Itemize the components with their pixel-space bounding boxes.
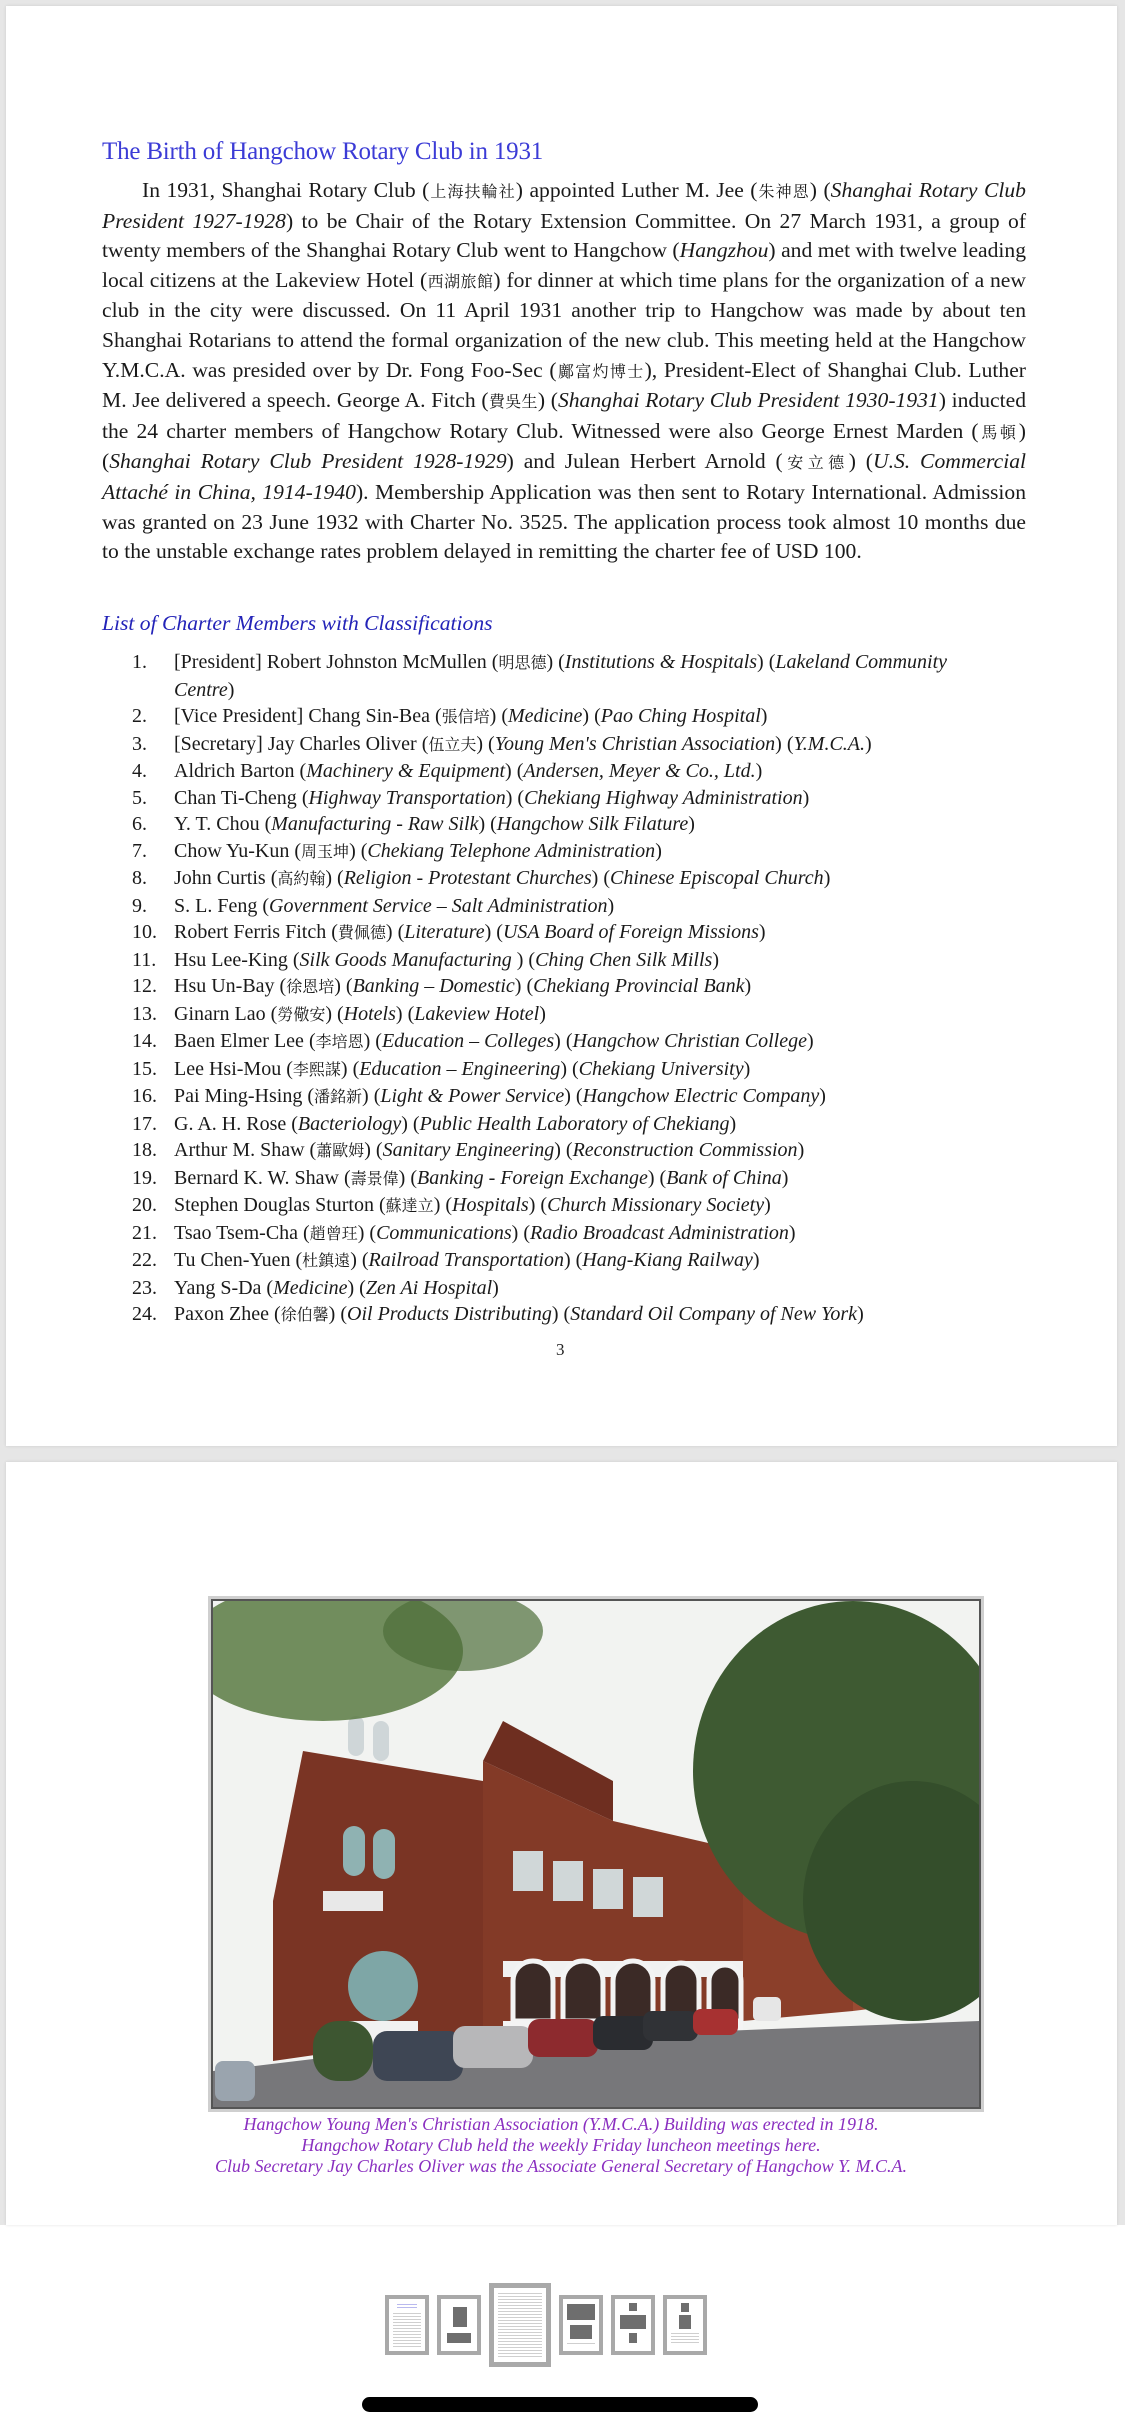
list-heading: List of Charter Members with Classifications — [102, 611, 493, 635]
thumb-line — [498, 2353, 542, 2354]
thumb-line — [393, 2316, 421, 2317]
member-name: John Curtis — [174, 867, 266, 889]
thumb-line — [393, 2319, 421, 2320]
thumb-line — [498, 2326, 542, 2327]
home-indicator[interactable] — [362, 2397, 758, 2412]
member-number: 1. — [132, 651, 147, 673]
member-chinese-name: 李熙謀 — [292, 1059, 341, 1079]
member-number: 5. — [132, 786, 147, 809]
member-classification: Sanitary Engineering — [382, 1139, 555, 1161]
member-name: Chow Yu-Kun — [174, 839, 290, 862]
text-run: ) to be Chair of the Rotary Extension Committee. On 27 March 1931, a group of twenty members of the Shanghai Rotary Club went to Hangchow ( — [102, 208, 1027, 263]
member-organization: Chekiang Telephone Administration — [367, 839, 656, 862]
thumb-image — [570, 2325, 592, 2339]
page-thumbnail-strip — [385, 2285, 707, 2365]
chinese-name: 上海扶輪社 — [429, 182, 516, 201]
member-number: 22. — [132, 1249, 157, 1271]
section-title: The Birth of Hangchow Rotary Club in 1931 — [102, 138, 544, 165]
italic-text: Shanghai Rotary Club President 1928-1929 — [109, 449, 507, 474]
thumb-line — [393, 2337, 421, 2338]
member-classification: Education – Colleges — [381, 1030, 555, 1052]
text-run: ), President-Elect of Shanghai Club. Luther M. Jee delivered a speech. George A. Fitch ( — [102, 357, 1026, 413]
page-thumbnail-4[interactable] — [559, 2295, 603, 2355]
member-name: Bernard K. W. Shaw — [174, 1166, 339, 1189]
member-name: Lee Hsi-Mou — [174, 1057, 282, 1080]
member-number: 19. — [132, 1166, 157, 1189]
member-number: 16. — [132, 1085, 157, 1107]
member-organization: Reconstruction Commission — [572, 1139, 798, 1161]
thumb-line — [671, 2342, 699, 2343]
italic-text: U.S. Commercial Attaché in China, 1914-1940 — [102, 449, 1026, 504]
member-number: 18. — [132, 1139, 157, 1161]
chinese-name: 西湖旅館 — [427, 271, 494, 291]
member-classification: Banking - Foreign Exchange — [417, 1166, 648, 1189]
member-role: [Secretary] — [174, 732, 263, 755]
member-organization: Hangchow Christian College — [572, 1030, 807, 1052]
thumb-line — [498, 2311, 542, 2312]
member-organization: Bank of China — [666, 1166, 782, 1189]
member-name: Hsu Lee-King — [174, 948, 288, 971]
chinese-name: 馬頓 — [978, 422, 1019, 442]
page-thumbnail-6[interactable] — [663, 2295, 707, 2355]
thumb-line — [393, 2331, 421, 2332]
thumb-image — [629, 2303, 637, 2311]
text-run: ) ( — [809, 178, 831, 202]
member-organization: Ching Chen Silk Mills — [535, 948, 713, 971]
thumb-line — [498, 2302, 542, 2303]
member-classification: Medicine — [508, 705, 583, 727]
member-organization: Hangchow Electric Company — [582, 1085, 820, 1107]
text-run: ) appointed Luther M. Jee ( — [515, 178, 758, 202]
page-3 — [6, 6, 1117, 1446]
thumb-line — [397, 2304, 417, 2305]
intro-paragraph — [102, 176, 1026, 567]
thumb-line — [671, 2339, 699, 2340]
thumb-line — [498, 2350, 542, 2351]
text-run: ) and met with twelve leading local citizens at the Lakeview Hotel ( — [102, 238, 1027, 292]
member-item: 9. S. L. Feng (Government Service – Salt Administration) — [132, 893, 992, 920]
member-classification: Medicine — [273, 1276, 348, 1299]
thumb-line — [498, 2332, 542, 2333]
thumb-line — [393, 2340, 421, 2341]
member-item: 22. Tu Chen-Yuen (杜鎮遠) (Railroad Transportation) (Hang-Kiang Railway) — [132, 1247, 992, 1275]
photo-caption — [126, 2114, 996, 2177]
photo-illustration — [213, 1601, 979, 2107]
member-role: [Vice President] — [174, 705, 304, 727]
member-organization: Y.M.C.A. — [793, 732, 866, 755]
caption-line: Hangchow Young Men's Christian Association (Y.M.C.A.) Building was erected in 1918. — [243, 2114, 879, 2134]
thumb-line — [498, 2320, 542, 2321]
thumb-line — [498, 2347, 542, 2348]
member-classification: Manufacturing - Raw Silk — [271, 813, 479, 835]
member-chinese-name: 明思德 — [498, 653, 547, 672]
member-number: 6. — [132, 813, 147, 835]
member-classification: Communications — [376, 1221, 512, 1244]
italic-text: Shanghai Rotary Club President 1930-1931 — [557, 388, 939, 413]
page-thumbnail-5[interactable] — [611, 2295, 655, 2355]
thumb-line — [498, 2341, 542, 2342]
member-name: Jay Charles Oliver — [267, 732, 417, 755]
thumb-line — [393, 2334, 421, 2335]
member-item: 12. Hsu Un-Bay (徐恩培) (Banking – Domestic) (Chekiang Provincial Bank) — [132, 973, 992, 1001]
charter-members-list — [132, 649, 992, 1329]
member-organization: Chekiang University — [578, 1057, 744, 1080]
member-classification: Railroad Transportation — [368, 1249, 564, 1271]
member-number: 11. — [132, 948, 157, 971]
thumb-line — [498, 2293, 542, 2294]
member-organization: Standard Oil Company of New York — [570, 1303, 858, 1325]
thumb-image — [567, 2304, 595, 2320]
member-organization: Lakeland Community Centre — [174, 651, 948, 701]
thumb-line — [671, 2333, 699, 2334]
member-chinese-name: 蘇達立 — [385, 1196, 434, 1215]
member-organization: Hang-Kiang Railway — [582, 1249, 753, 1271]
member-name: Robert Ferris Fitch — [174, 921, 327, 943]
text-run: In 1931, Shanghai Rotary Club ( — [142, 178, 430, 202]
member-chinese-name: 周玉坤 — [301, 841, 350, 861]
thumb-line — [498, 2296, 542, 2297]
member-classification: Institutions & Hospitals — [564, 651, 758, 673]
page-thumbnail-1[interactable] — [385, 2295, 429, 2355]
member-name: Y. T. Chou — [174, 813, 260, 835]
member-classification: Machinery & Equipment — [306, 760, 506, 782]
member-organization: Chinese Episcopal Church — [610, 867, 824, 889]
member-number: 13. — [132, 1002, 157, 1025]
thumb-line — [498, 2305, 542, 2306]
member-classification: Hotels — [343, 1002, 396, 1025]
member-name: Pai Ming-Hsing — [174, 1085, 303, 1107]
member-number: 23. — [132, 1276, 157, 1299]
member-name: Ginarn Lao — [174, 1002, 266, 1025]
member-item: 17. G. A. H. Rose (Bacteriology) (Public Health Laboratory of Chekiang) — [132, 1111, 992, 1138]
member-number: 14. — [132, 1030, 157, 1052]
member-number: 15. — [132, 1057, 157, 1080]
thumb-line — [498, 2338, 542, 2339]
member-item: 20. Stephen Douglas Sturton (蘇達立) (Hospitals) (Church Missionary Society) — [132, 1192, 992, 1220]
member-classification: Religion - Protestant Churches — [343, 867, 592, 889]
member-item: 16. Pai Ming-Hsing (潘銘新) (Light & Power Service) (Hangchow Electric Company) — [132, 1083, 992, 1111]
member-item: 8. John Curtis (高約翰) (Religion - Protestant Churches) (Chinese Episcopal Church) — [132, 865, 992, 893]
member-organization: Radio Broadcast Administration — [529, 1221, 789, 1244]
page-thumbnail-2[interactable] — [437, 2295, 481, 2355]
member-chinese-name: 李培恩 — [315, 1032, 364, 1051]
chinese-name: 費吳生 — [488, 392, 538, 412]
thumb-line — [498, 2299, 542, 2300]
text-run: ) and Julean Herbert Arnold ( — [506, 449, 783, 474]
italic-text: Shanghai Rotary Club President 1927-1928 — [102, 178, 1026, 233]
member-name: Robert Johnston McMullen — [266, 651, 487, 673]
member-number: 4. — [132, 760, 147, 782]
member-chinese-name: 潘銘新 — [314, 1087, 363, 1106]
member-item: 21. Tsao Tsem-Cha (趙曾玨) (Communications) (Radio Broadcast Administration) — [132, 1220, 992, 1248]
member-number: 2. — [132, 705, 147, 727]
member-name: G. A. H. Rose — [174, 1112, 287, 1135]
member-organization: Public Health Laboratory of Chekiang — [419, 1112, 730, 1135]
thumb-line — [397, 2307, 417, 2308]
member-name: Chang Sin-Bea — [308, 705, 430, 727]
chinese-name: 安立德 — [782, 453, 849, 473]
thumb-line — [393, 2313, 421, 2314]
thumb-line — [393, 2328, 421, 2329]
member-role: [President] — [174, 651, 262, 673]
caption-line: Club Secretary Jay Charles Oliver was the Associate General Secretary of Hangchow Y. M.C.A. — [214, 2156, 908, 2176]
member-item: 10. Robert Ferris Fitch (費佩德) (Literature) (USA Board of Foreign Missions) — [132, 919, 992, 947]
member-number: 9. — [132, 894, 147, 917]
thumb-line — [393, 2346, 421, 2347]
member-item: 7. Chow Yu-Kun (周玉坤) (Chekiang Telephone Administration) — [132, 838, 992, 866]
member-item: 3. [Secretary] Jay Charles Oliver (伍立夫) (Young Men's Christian Association) (Y.M.C.A.) — [132, 731, 992, 759]
member-organization: Chekiang Highway Administration — [524, 786, 803, 809]
member-chinese-name: 徐恩培 — [286, 977, 335, 996]
member-item: 18. Arthur M. Shaw (蕭歐姆) (Sanitary Engineering) (Reconstruction Commission) — [132, 1137, 992, 1165]
chinese-name: 朱神恩 — [757, 182, 810, 201]
member-chinese-name: 張信培 — [441, 707, 490, 726]
member-name: Baen Elmer Lee — [174, 1030, 304, 1052]
member-item: 6. Y. T. Chou (Manufacturing - Raw Silk) (Hangchow Silk Filature) — [132, 811, 992, 838]
member-classification: Bacteriology — [297, 1112, 402, 1135]
member-number: 21. — [132, 1221, 157, 1244]
thumb-line — [498, 2314, 542, 2315]
thumb-line — [498, 2329, 542, 2330]
member-organization: Zen Ai Hospital — [365, 1276, 493, 1299]
member-chinese-name: 杜鎮遠 — [302, 1251, 351, 1270]
member-item: 11. Hsu Lee-King (Silk Goods Manufacturing ) (Ching Chen Silk Mills) — [132, 947, 992, 974]
member-item: 14. Baen Elmer Lee (李培恩) (Education – Colleges) (Hangchow Christian College) — [132, 1028, 992, 1056]
thumb-line — [393, 2322, 421, 2323]
member-number: 12. — [132, 975, 157, 997]
member-classification: Young Men's Christian Association — [494, 732, 776, 755]
member-name: Hsu Un-Bay — [174, 975, 275, 997]
thumb-image — [453, 2307, 467, 2327]
text-run: ) ( — [102, 418, 1026, 474]
member-chinese-name: 趙曾玨 — [309, 1223, 358, 1243]
page-4 — [6, 1462, 1117, 2225]
member-number: 8. — [132, 867, 147, 889]
thumb-line — [567, 2343, 595, 2344]
text-run: ) ( — [848, 449, 873, 474]
member-item: 1. [President] Robert Johnston McMullen (明思德) (Institutions & Hospitals) (Lakeland Community Centre) — [132, 651, 948, 701]
member-classification: Light & Power Service — [380, 1085, 565, 1107]
member-organization: Government Service – Salt Administration — [269, 894, 608, 917]
member-name: Tu Chen-Yuen — [174, 1249, 291, 1271]
thumb-line — [498, 2335, 542, 2336]
thumb-line — [498, 2356, 542, 2357]
member-name: Arthur M. Shaw — [174, 1139, 305, 1161]
text-run: ). Membership Application was then sent to Rotary International. Admission was granted on 23 June 1932 with Charter No. 3525. The application process took almost 10 months due to the unstable exchange rates problem delayed in remitting the charter fee of USD 100. — [102, 479, 1026, 564]
member-chinese-name: 蕭歐姆 — [316, 1141, 365, 1160]
member-number: 7. — [132, 839, 147, 862]
thumb-line — [498, 2308, 542, 2309]
member-organization: Lakeview Hotel — [414, 1002, 540, 1025]
member-name: Tsao Tsem-Cha — [174, 1221, 299, 1244]
member-organization: Chekiang Provincial Bank — [533, 975, 745, 997]
member-number: 24. — [132, 1303, 157, 1325]
thumb-image — [447, 2333, 471, 2343]
member-number: 10. — [132, 921, 157, 943]
member-name: S. L. Feng — [174, 894, 258, 917]
page-thumbnail-3[interactable] — [489, 2283, 551, 2367]
member-item: 24. Paxon Zhee (徐伯馨) (Oil Products Distributing) (Standard Oil Company of New York) — [132, 1301, 992, 1329]
member-name: Aldrich Barton — [174, 760, 295, 782]
member-classification: Silk Goods Manufacturing — [299, 948, 517, 971]
thumb-image — [620, 2315, 646, 2329]
member-number: 20. — [132, 1194, 157, 1216]
thumb-image — [681, 2303, 689, 2312]
caption-line: Hangchow Rotary Club held the weekly Friday luncheon meetings here. — [301, 2135, 821, 2155]
member-item: 13. Ginarn Lao (勞儆安) (Hotels) (Lakeview Hotel) — [132, 1001, 992, 1029]
text-run: ) inducted the 24 charter members of Hangchow Rotary Club. Witnessed were also George Ernest Marden ( — [102, 388, 1026, 443]
member-organization: Hangchow Silk Filature — [496, 813, 689, 835]
member-item: 19. Bernard K. W. Shaw (壽景偉) (Banking - Foreign Exchange) (Bank of China) — [132, 1165, 992, 1193]
chinese-name: 鄺富灼博士 — [556, 361, 645, 381]
member-organization: Church Missionary Society — [547, 1194, 765, 1216]
member-name: Stephen Douglas Sturton — [174, 1194, 374, 1216]
text-run: ) ( — [537, 388, 558, 413]
ymca-building-photo — [211, 1599, 981, 2109]
member-item: 2. [Vice President] Chang Sin-Bea (張信培) (Medicine) (Pao Ching Hospital) — [132, 703, 992, 731]
member-item: 5. Chan Ti-Cheng (Highway Transportation) (Chekiang Highway Administration) — [132, 785, 992, 812]
member-chinese-name: 壽景偉 — [350, 1168, 399, 1188]
member-classification: Education – Engineering — [359, 1057, 561, 1080]
member-organization: Pao Ching Hospital — [600, 705, 761, 727]
member-classification: Literature — [404, 921, 485, 943]
thumb-line — [671, 2336, 699, 2337]
member-number: 17. — [132, 1112, 157, 1135]
member-classification: Highway Transportation — [308, 786, 506, 809]
thumb-line — [393, 2325, 421, 2326]
member-chinese-name: 費佩德 — [337, 923, 386, 942]
thumb-image — [629, 2333, 637, 2343]
thumb-line — [498, 2323, 542, 2324]
thumb-line — [498, 2344, 542, 2345]
member-item: 4. Aldrich Barton (Machinery & Equipment) (Andersen, Meyer & Co., Ltd.) — [132, 758, 992, 785]
member-name: Chan Ti-Cheng — [174, 786, 297, 809]
member-organization: Andersen, Meyer & Co., Ltd. — [523, 760, 756, 782]
member-chinese-name: 徐伯馨 — [280, 1305, 329, 1324]
page-number: 3 — [556, 1340, 565, 1359]
member-chinese-name: 高約翰 — [277, 869, 326, 888]
member-number: 3. — [132, 732, 147, 755]
member-classification: Hospitals — [452, 1194, 529, 1216]
member-classification: Banking – Domestic — [352, 975, 515, 997]
thumb-line — [498, 2317, 542, 2318]
thumb-image — [679, 2315, 691, 2329]
italic-text: Hangzhou — [679, 238, 769, 263]
member-organization: USA Board of Foreign Missions — [502, 921, 759, 943]
member-chinese-name: 勞儆安 — [277, 1004, 326, 1024]
member-name: Paxon Zhee — [174, 1303, 269, 1325]
member-item: 15. Lee Hsi-Mou (李熙謀) (Education – Engineering) (Chekiang University) — [132, 1056, 992, 1084]
thumb-line — [393, 2343, 421, 2344]
member-name: Yang S-Da — [174, 1276, 262, 1299]
member-item: 23. Yang S-Da (Medicine) (Zen Ai Hospital) — [132, 1275, 992, 1302]
text-run: ) for dinner at which time plans for the organization of a new club in the city were discussed. On 11 April 1931 another trip to Hangchow was made by about ten Shanghai Rotarians to attend the formal organization of the new club. This meeting held at the Hangchow Y.M.C.A. was presided over by Dr. Fong Foo-Sec ( — [102, 267, 1026, 382]
member-chinese-name: 伍立夫 — [428, 734, 477, 754]
member-classification: Oil Products Distributing — [347, 1303, 552, 1325]
